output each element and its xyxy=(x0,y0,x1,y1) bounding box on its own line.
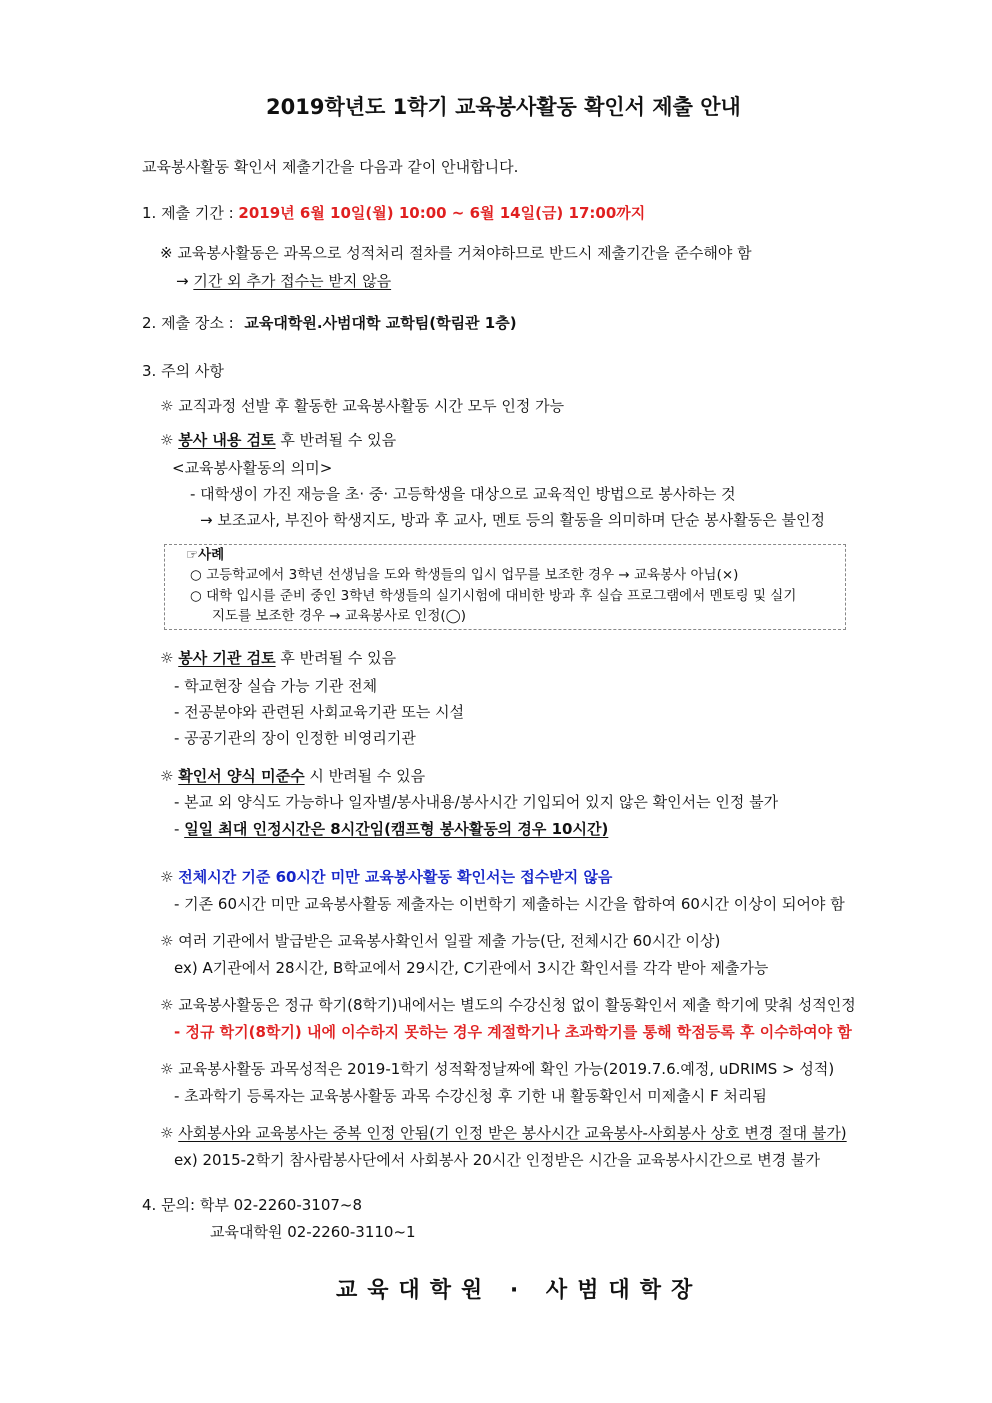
section-1 xyxy=(142,204,645,222)
issuer-signature: 교육대학원 · 사범대학장 xyxy=(336,1278,703,1303)
max-hours-note: 일일 최대 인정시간은 8시간임(캠프형 봉사활동의 경우 10시간) xyxy=(184,820,609,838)
meaning-line-2: → 보조교사, 부진아 학생지도, 방과 후 교사, 멘토 등의 활동을 의미하며 단순 봉사활동은 불인정 xyxy=(200,511,825,529)
sun-icon: ☼ xyxy=(160,649,174,667)
example-2: ○ 대학 입시를 준비 중인 3학년 학생들의 실기시험에 대비한 방과 후 실습 프로그램에서 멘토링 및 실기 xyxy=(190,588,797,604)
page-title: 2019학년도 1학기 교육봉사활동 확인서 제출 안내 xyxy=(266,95,741,119)
section-3-label: 3. 주의 사항 xyxy=(142,362,224,380)
caution-item-5: ☼ 전체시간 기준 60시간 미만 교육봉사활동 확인서는 접수받지 않음 xyxy=(160,868,613,886)
caution-item-6: ☼ 여러 기관에서 발급받은 교육봉사확인서 일괄 제출 가능(단, 전체시간 60시간 이상) xyxy=(160,932,721,950)
institution-2: - 전공분야와 관련된 사회교육기관 또는 시설 xyxy=(174,703,465,721)
section-1-label: 1. 제출 기간 : xyxy=(142,204,234,222)
grade-note: - 초과학기 등록자는 교육봉사활동 과목 수강신청 후 기한 내 활동확인서 미제출시 F 처리됨 xyxy=(174,1087,767,1105)
sun-icon: ☼ xyxy=(160,1060,174,1078)
intro-text: 교육봉사활동 확인서 제출기간을 다음과 같이 안내합니다. xyxy=(142,158,519,176)
section-1-note: ※ 교육봉사활동은 과목으로 성적처리 절차를 거쳐야하므로 반드시 제출기간을 준수해야 함 xyxy=(160,244,752,262)
meaning-line-1: - 대학생이 가진 재능을 초· 중· 고등학생을 대상으로 교육적인 방법으로 봉사하는 것 xyxy=(190,485,736,503)
meaning-heading: <교육봉사활동의 의미> xyxy=(172,459,333,477)
contact-grad: 교육대학원 02-2260-3110~1 xyxy=(210,1223,416,1241)
caution-item-2: ☼ 봉사 내용 검토 후 반려될 수 있음 xyxy=(160,431,397,449)
caution-item-4: ☼ 확인서 양식 미준수 시 반려될 수 있음 xyxy=(160,767,426,785)
caution-item-1: ☼ 교직과정 선발 후 활동한 교육봉사활동 시간 모두 인정 가능 xyxy=(160,397,565,415)
section-4 xyxy=(142,1196,362,1214)
institution-3: - 공공기관의 장이 인정한 비영리기관 xyxy=(174,729,416,747)
form-note-1: - 본교 외 양식도 가능하나 일자별/봉사내용/봉사시간 기입되어 있지 않은 확인서는 인정 불가 xyxy=(174,793,779,811)
submission-place: 교육대학원.사범대학 교학팀(학림관 1층) xyxy=(244,314,517,332)
section-2-label: 2. 제출 장소 : xyxy=(142,314,234,332)
section-1-note2 xyxy=(176,272,391,290)
sun-icon: ☼ xyxy=(160,431,174,449)
section-2 xyxy=(142,314,517,332)
submission-period: 2019년 6월 10일(월) 10:00 ~ 6월 14일(금) 17:00까지 xyxy=(238,204,646,222)
caution-item-7: ☼ 교육봉사활동은 정규 학기(8학기)내에서는 별도의 수강신청 없이 활동확인서 제출 학기에 맞춰 성적인정 xyxy=(160,996,856,1014)
sun-icon: ☼ xyxy=(160,1124,174,1142)
example-3: 지도를 보조한 경우 → 교육봉사로 인정(◯) xyxy=(212,608,467,624)
institution-1: - 학교현장 실습 가능 기관 전체 xyxy=(174,677,378,695)
example-heading: ☞사례 xyxy=(186,547,225,563)
form-note-2: - 일일 최대 인정시간은 8시간임(캠프형 봉사활동의 경우 10시간) xyxy=(174,820,609,838)
sun-icon: ☼ xyxy=(160,932,174,950)
sun-icon: ☼ xyxy=(160,868,174,886)
sun-icon: ☼ xyxy=(160,397,174,415)
caution-item-3: ☼ 봉사 기관 검토 후 반려될 수 있음 xyxy=(160,649,397,667)
caution-item-8: ☼ 교육봉사활동 과목성적은 2019-1학기 성적확정날짜에 확인 가능(2019.7.6.예정, uDRIMS > 성적) xyxy=(160,1060,835,1078)
arrow-icon: → xyxy=(176,272,189,290)
semester-warning: - 정규 학기(8학기) 내에 이수하지 못하는 경우 계절학기나 초과학기를 통해 학점등록 후 이수하여야 함 xyxy=(174,1023,852,1041)
sun-icon: ☼ xyxy=(160,767,174,785)
section-4-label: 4. 문의: xyxy=(142,1196,196,1214)
example-1: ○ 고등학교에서 3학년 선생님을 도와 학생들의 입시 업무를 보조한 경우 → 교육봉사 아님(×) xyxy=(190,567,739,583)
sun-icon: ☼ xyxy=(160,996,174,1014)
caution-item-9: ☼ 사회봉사와 교육봉사는 중복 인정 안됨(기 인정 받은 봉사시간 교육봉사-사회봉사 상호 변경 절대 불가) xyxy=(160,1124,847,1142)
bulk-example: ex) A기관에서 28시간, B학교에서 29시간, C기관에서 3시간 확인서를 각각 받아 제출가능 xyxy=(174,959,769,977)
late-submission-note: 기간 외 추가 접수는 받지 않음 xyxy=(193,272,392,290)
duplicate-example: ex) 2015-2학기 참사람봉사단에서 사회봉사 20시간 인정받은 시간을 교육봉사시간으로 변경 불가 xyxy=(174,1151,820,1169)
contact-undergrad: 학부 02-2260-3107~8 xyxy=(199,1196,363,1214)
min-hours-note: - 기존 60시간 미만 교육봉사활동 제출자는 이번학기 제출하는 시간을 합하여 60시간 이상이 되어야 함 xyxy=(174,895,845,913)
